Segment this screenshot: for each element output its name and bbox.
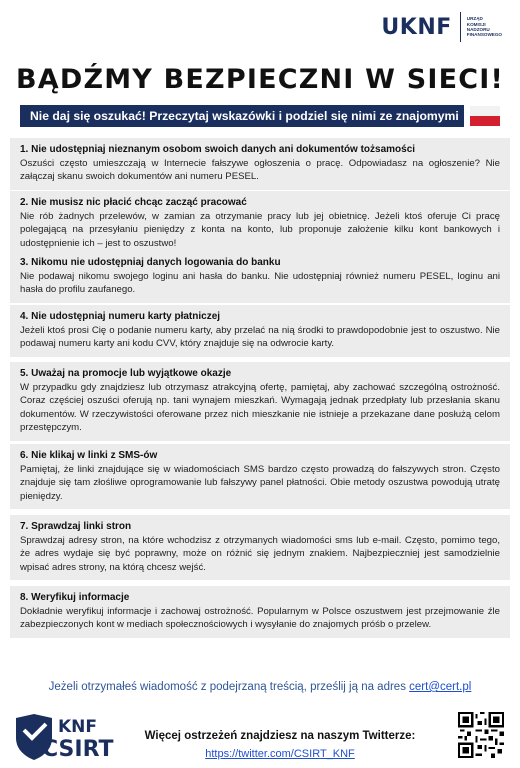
tip-body: Nie podawaj nikomu swojego loginu ani hasła do banku. Nie udostępniaj również numeru PESEL, loginu ani hasła do profilu zaufanego. bbox=[20, 271, 500, 296]
tip-card bbox=[10, 251, 510, 303]
tip-body: Nie rób żadnych przelewów, w zamian za otrzymanie pracy lub jej obietnicę. Jeżeli ktoś oferuje Ci pracę polegającą na przesyłaniu pieniędzy z konta na konto, lub proponuje założenie kilku kont bankowych i udostępnienie ich – jest to oszustwo! bbox=[20, 211, 500, 249]
tip-title: 3. Nikomu nie udostępniaj danych logowania do banku bbox=[20, 257, 281, 268]
logo-sub-line: KOMISJI bbox=[466, 21, 486, 27]
report-email-link[interactable]: cert@cert.pl bbox=[409, 681, 472, 693]
tip-body: Jeżeli ktoś prosi Cię o podanie numeru karty, aby przelać na nią środki to prawdopodobnie jest to oszustwo. Nie podawaj numeru karty ani kodu CVV, który znajduje się na odwrocie karty. bbox=[20, 325, 500, 350]
tip-title: 4. Nie udostępniaj numeru karty płatniczej bbox=[20, 311, 221, 322]
tip-card bbox=[10, 138, 510, 190]
logo-sub-line: FINANSOWEGO bbox=[466, 32, 502, 38]
tip-title: 8. Weryfikuj informacje bbox=[20, 592, 130, 603]
tip-body: W przypadku gdy znajdziesz lub otrzymasz atrakcyjną ofertę, pamiętaj, aby zachować szczególną ostrożność. Coraz częściej oszuści oferują np. tani wynajem mieszkań. Wymagają jednak przedpłaty lub przesłania skanu dokumentów. W rzeczywistości oferowane przez nich mieszkanie nie istnieje a przekazane dane posłużą celom przestępczym. bbox=[20, 382, 500, 434]
uknf-logo-text: UKNF bbox=[381, 14, 452, 40]
twitter-text: Więcej ostrzeżeń znajdziesz na naszym Twitterze: bbox=[144, 730, 416, 742]
tip-card bbox=[10, 191, 510, 256]
polish-flag-icon bbox=[470, 106, 500, 126]
report-line bbox=[0, 681, 520, 693]
logo-sub-line: NADZORU bbox=[466, 27, 490, 32]
tip-card bbox=[10, 515, 510, 580]
logo-separator bbox=[460, 12, 461, 42]
csirt-logo-bottom: CSIRT bbox=[42, 737, 114, 762]
tip-title: 7. Sprawdzaj linki stron bbox=[20, 521, 132, 532]
subtitle-bar: Nie daj się oszukać! Przeczytaj wskazówki i podziel się nimi ze znajomymi bbox=[20, 105, 464, 127]
qr-code-icon bbox=[458, 712, 504, 758]
knf-csirt-logo bbox=[12, 712, 122, 762]
tip-title: 1. Nie udostępniaj nieznanym osobom swoich danych ani dokumentów tożsamości bbox=[20, 144, 416, 155]
uknf-logo-subtitle bbox=[467, 16, 502, 38]
report-text: Jeżeli otrzymałeś wiadomość z podejrzaną treścią, prześlij ją na adres bbox=[48, 681, 406, 693]
tip-body: Sprawdzaj adresy stron, na które wchodzisz z otrzymanych wiadomości sms lub e-mail. Często, pomimo tego, że adres wydaje się być poprawny, może on różnić się jednym znakiem. Najbezpieczniej jest samodzielnie wpisać adres strony, na którą chcesz wejść. bbox=[20, 535, 500, 573]
tip-title: 5. Uważaj na promocje lub wyjątkowe okazje bbox=[20, 368, 232, 379]
logo-sub-line: URZĄD bbox=[466, 16, 483, 22]
tip-card bbox=[10, 362, 510, 441]
page-title: BĄDŹMY BEZPIECZNI W SIECI! bbox=[15, 64, 505, 95]
csirt-logo-top: KNF bbox=[58, 717, 98, 737]
twitter-link[interactable]: https://twitter.com/CSIRT_KNF bbox=[205, 748, 355, 760]
tip-card bbox=[10, 586, 510, 638]
tip-title: 2. Nie musisz nic płacić chcąc zacząć pracować bbox=[20, 197, 247, 208]
tip-body: Pamiętaj, że linki znajdujące się w wiadomościach SMS bardzo często prowadzą do fałszywych stron. Często znajduje się tam złośliwe oprogramowanie lub fałszywy panel płatności. Obie metody oszustwa powodują utratę pieniędzy. bbox=[20, 464, 500, 502]
tip-card bbox=[10, 305, 510, 357]
twitter-block bbox=[130, 726, 430, 760]
uknf-logo bbox=[381, 12, 502, 42]
tip-body: Oszuści często umieszczają w Internecie fałszywe ogłoszenia o pracę. Odpowiadasz na ogłoszenie? Nie załączaj skanu swoich dokumentów ani numeru PESEL. bbox=[20, 158, 500, 183]
tip-body: Dokładnie weryfikuj informacje i zachowaj ostrożność. Popularnym w Polsce oszustwem jest przejmowanie źle zabezpieczonych kont w mediach społecznościowych i wysyłanie do znajomych próśb o przelew. bbox=[20, 606, 500, 631]
tip-card bbox=[10, 444, 510, 509]
tip-title: 6. Nie klikaj w linki z SMS-ów bbox=[20, 450, 158, 461]
